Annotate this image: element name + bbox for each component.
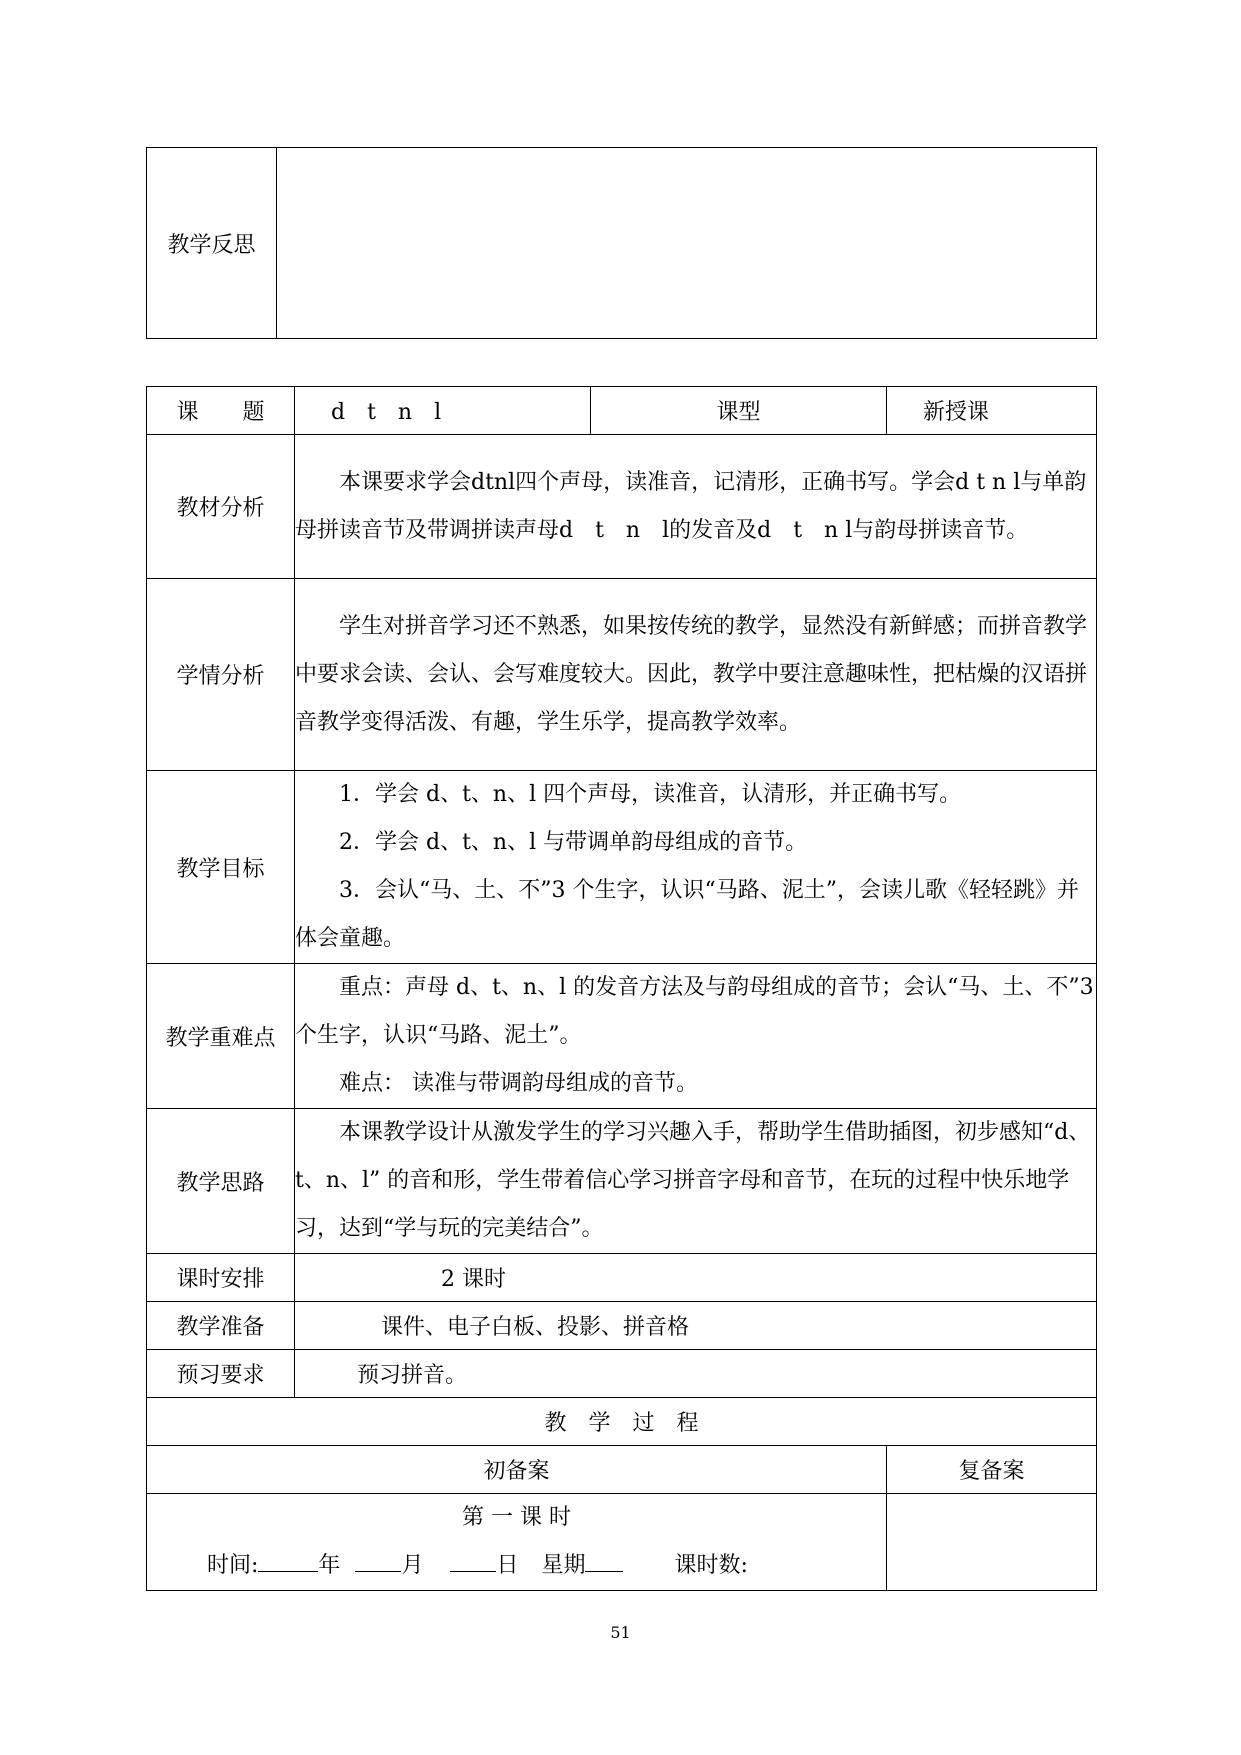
approach-text: 本课教学设计从激发学生的学习兴趣入手，帮助学生借助插图，初步感知“d、t、n、l” 的音和形，学生带着信心学习拼音字母和音节，在玩的过程中快乐地学习，达到“学与玩的完美结合”。 [295, 1120, 1091, 1241]
keypoints-focus: 重点：声母 d、t、n、l 的发音方法及与韵母组成的音节；会认“马、土、不”3 个生字，认识“马路、泥土”。 [295, 975, 1094, 1048]
students-text: 学生对拼音学习还不熟悉，如果按传统的教学，显然没有新鲜感；而拼音教学中要求会读、会认、会写难度较大。因此，教学中要注意趣味性，把枯燥的汉语拼音教学变得活泼、有趣，学生乐学，提高教学效率。 [295, 613, 1088, 735]
year-label: 年 [318, 1553, 341, 1578]
day-label: 日 [496, 1553, 519, 1578]
schedule-value: 2 课时 [295, 1254, 1097, 1302]
approach-content [295, 1109, 1097, 1254]
approach-label: 教学思路 [147, 1109, 295, 1254]
weekday-blank[interactable] [585, 1549, 623, 1572]
reflection-row [147, 148, 1097, 339]
preparation-label: 教学准备 [147, 1302, 295, 1350]
type-value: 新授课 [887, 387, 1097, 435]
initial-plan-header: 初备案 [147, 1446, 887, 1494]
revised-plan-cell [887, 1494, 1097, 1591]
preparation-row [147, 1302, 1097, 1350]
weekday-label: 星期 [541, 1553, 586, 1578]
year-blank[interactable] [258, 1549, 318, 1572]
time-label: 时间: [207, 1553, 259, 1578]
goal-item: 1．学会 d、t、n、l 四个声母，读准音，认清形，并正确书写。 [339, 782, 962, 807]
keypoints-content [295, 964, 1097, 1109]
goal-item: 3．会认“马、土、不”3 个生字，认识“马路、泥土”，会读儿歌《轻轻跳》并体会童趣。 [295, 878, 1079, 951]
lesson-plan-table [146, 386, 1097, 1591]
material-row [147, 435, 1097, 579]
preview-label: 预习要求 [147, 1350, 295, 1398]
time-line [147, 1542, 886, 1590]
plan-header-row [147, 1446, 1097, 1494]
material-label: 教材分析 [147, 435, 295, 579]
type-label: 课型 [591, 387, 887, 435]
keypoints-label: 教学重难点 [147, 964, 295, 1109]
reflection-label: 教学反思 [147, 148, 277, 339]
approach-row [147, 1109, 1097, 1254]
revised-plan-header: 复备案 [887, 1446, 1097, 1494]
lesson-row [147, 1494, 1097, 1591]
schedule-row [147, 1254, 1097, 1302]
material-content [295, 435, 1097, 579]
header-row [147, 387, 1097, 435]
hours-label: 课时数: [674, 1553, 748, 1578]
topic-label: 课 题 [147, 387, 295, 435]
students-row [147, 579, 1097, 771]
topic-value: d t n l [295, 387, 591, 435]
goal-item: 2．学会 d、t、n、l 与带调单韵母组成的音节。 [339, 830, 808, 855]
goals-label: 教学目标 [147, 771, 295, 964]
page-number: 51 [610, 1623, 631, 1642]
students-content [295, 579, 1097, 771]
month-blank[interactable] [355, 1549, 401, 1572]
reflection-table [146, 147, 1097, 339]
keypoints-difficulty: 难点： 读准与带调韵母组成的音节。 [339, 1071, 698, 1096]
material-text: 本课要求学会dtnl四个声母，读准音，记清形，正确书写。学会d t n l与单韵母拼读音节及带调拼读声母d t n l的发音及d t n l与韵母拼读音节。 [295, 469, 1087, 543]
lesson-title: 第 一 课 时 [462, 1505, 571, 1530]
schedule-label: 课时安排 [147, 1254, 295, 1302]
goals-row [147, 771, 1097, 964]
reflection-content [277, 148, 1097, 339]
process-title-row [147, 1398, 1097, 1446]
preview-row [147, 1350, 1097, 1398]
process-title: 教 学 过 程 [147, 1398, 1097, 1446]
students-label: 学情分析 [147, 579, 295, 771]
lesson-cell [147, 1494, 887, 1591]
month-label: 月 [401, 1553, 424, 1578]
day-blank[interactable] [450, 1549, 496, 1572]
keypoints-row [147, 964, 1097, 1109]
goals-content [295, 771, 1097, 964]
preview-value: 预习拼音。 [295, 1350, 1097, 1398]
preparation-value: 课件、电子白板、投影、拼音格 [295, 1302, 1097, 1350]
